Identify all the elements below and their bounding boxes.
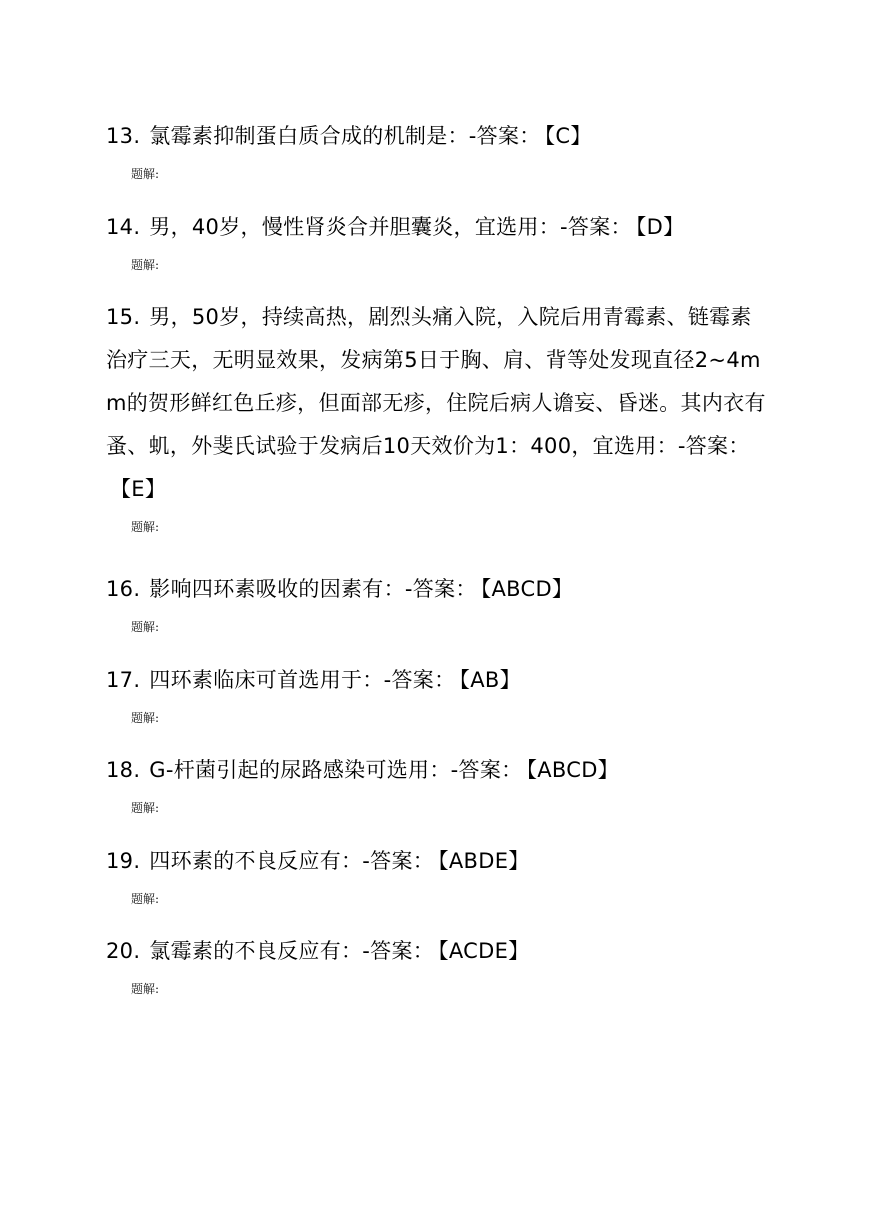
explanation	[131, 619, 766, 635]
explanation-label: 题解:	[131, 520, 160, 534]
question-item	[106, 206, 766, 273]
answer-label: -答案：	[383, 668, 456, 692]
explanation-label: 题解:	[131, 167, 160, 181]
explanation-label: 题解:	[131, 982, 160, 996]
question-number: 19.	[106, 849, 141, 873]
question-text-line	[106, 206, 766, 249]
question-text: 四环素临床可首选用于：	[149, 668, 384, 692]
explanation-label: 题解:	[131, 711, 160, 725]
question-number: 16.	[106, 577, 141, 601]
question-text-line	[106, 659, 766, 702]
question-number: 17.	[106, 668, 141, 692]
question-text-line	[106, 840, 766, 883]
answer-label: -答案：	[404, 577, 477, 601]
question-item	[106, 296, 766, 535]
question-text-line	[106, 930, 766, 973]
question-number: 15.	[106, 305, 141, 329]
explanation	[131, 166, 766, 182]
question-number: 20.	[106, 939, 141, 963]
answer-label: -答案：	[677, 434, 750, 458]
question-text: 男，50岁，持续高热，剧烈头痛入院，入院后用青霉素、链霉素治疗三天，无明显效果，发病第5日于胸、肩、背等处发现直径2~4mm的贺形鲜红色丘疹，但面部无疹，住院后病人谵妄、昏迷。其内衣有蚤、虮，外斐氏试验于发病后10天效价为1：400，宜选用：	[106, 305, 766, 458]
question-text-line	[106, 115, 766, 158]
explanation	[131, 891, 766, 907]
answer-value: 【ABCD】	[526, 758, 619, 782]
question-text-line	[106, 568, 766, 611]
explanation-label: 题解:	[131, 258, 160, 272]
explanation	[131, 800, 766, 816]
explanation-label: 题解:	[131, 620, 160, 634]
question-item	[106, 840, 766, 907]
question-text: 四环素的不良反应有：	[149, 849, 363, 873]
explanation	[131, 519, 766, 535]
answer-value: 【ABCD】	[480, 577, 574, 601]
answer-value: 【ABDE】	[438, 849, 530, 873]
question-text: 氯霉素的不良反应有：	[149, 939, 363, 963]
question-text-line	[106, 296, 766, 511]
question-text: 氯霉素抑制蛋白质合成的机制是：	[149, 124, 469, 148]
question-number: 13.	[106, 124, 141, 148]
answer-value: 【D】	[635, 215, 685, 239]
answer-value: 【C】	[544, 124, 592, 148]
question-item	[106, 930, 766, 997]
question-number: 18.	[106, 758, 141, 782]
answer-label: -答案：	[468, 124, 541, 148]
answer-value: 【AB】	[459, 668, 521, 692]
answer-value: 【ACDE】	[438, 939, 530, 963]
question-text: 男，40岁，慢性肾炎合并胆囊炎，宜选用：	[149, 215, 561, 239]
answer-label: -答案：	[560, 215, 632, 239]
answer-label: -答案：	[362, 939, 435, 963]
question-text: 影响四环素吸收的因素有：	[149, 577, 405, 601]
answer-label: -答案：	[450, 758, 523, 782]
answer-label: -答案：	[362, 849, 435, 873]
explanation	[131, 981, 766, 997]
answer-value: 【E】	[110, 477, 167, 501]
question-item	[106, 115, 766, 182]
explanation-label: 题解:	[131, 801, 160, 815]
explanation-label: 题解:	[131, 892, 160, 906]
explanation	[131, 257, 766, 273]
question-number: 14.	[106, 215, 141, 239]
question-text: G-杆菌引起的尿路感染可选用：	[149, 758, 451, 782]
question-item	[106, 749, 766, 816]
explanation	[131, 710, 766, 726]
question-item	[106, 659, 766, 726]
question-text-line	[106, 749, 766, 792]
question-item	[106, 568, 766, 635]
